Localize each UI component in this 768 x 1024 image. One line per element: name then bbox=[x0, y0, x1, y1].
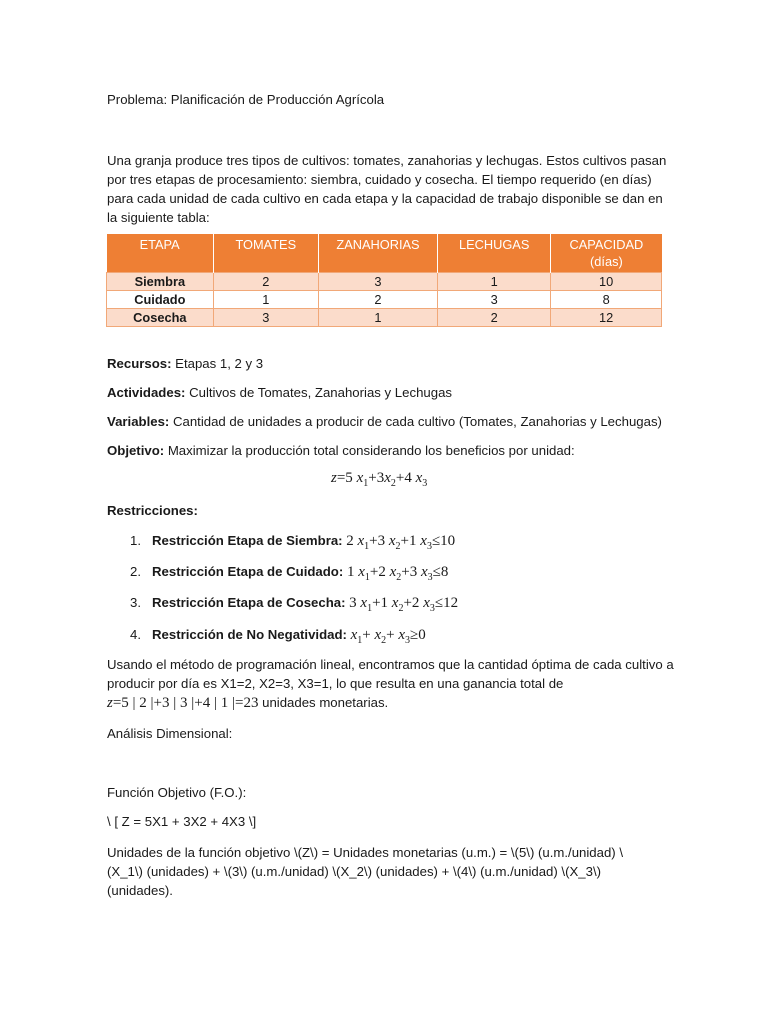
constraint-equation: $x_1+ x_2+ x_3\ge 0$ bbox=[350, 627, 426, 646]
recursos-line bbox=[107, 356, 263, 371]
variables-text: Cantidad de unidades a producir de cada cultivo (Tomates, Zanahorias y Lechugas) bbox=[169, 414, 662, 429]
table-cell: 1 bbox=[318, 309, 437, 327]
table-cell: 1 bbox=[438, 273, 551, 291]
constraint-label: Restricción Etapa de Cosecha: bbox=[152, 595, 346, 610]
stages-table bbox=[106, 234, 662, 327]
table-cell: 3 bbox=[213, 309, 318, 327]
table-cell: Cosecha bbox=[107, 309, 214, 327]
table-cell: Siembra bbox=[107, 273, 214, 291]
table-row bbox=[107, 309, 662, 327]
recursos-text: Etapas 1, 2 y 3 bbox=[171, 356, 264, 371]
latex-objective-line: \ [ Z = 5X1 + 3X2 + 4X3 \] bbox=[107, 814, 257, 829]
variables-label: Variables: bbox=[107, 414, 170, 429]
intro-paragraph: Una granja produce tres tipos de cultivos: tomates, zanahorias y lechugas. Estos cultivos pasan por tres etapas de procesamiento: siembra, cuidado y cosecha. El tiempo requerido (en días) para cada unidad de cada cultivo en cada etapa y la capacidad de trabajo disponible se dan en la siguiente tabla: bbox=[107, 153, 667, 225]
restricciones-label: Restricciones: bbox=[107, 503, 198, 518]
analisis-heading: Análisis Dimensional: bbox=[107, 726, 233, 741]
constraint-equation: 2 $x_1+3$ $x_2+1$ $x_3\le 10$ bbox=[346, 533, 456, 552]
variables-line bbox=[107, 414, 662, 429]
constraint-item bbox=[130, 564, 448, 581]
constraint-label: Restricción Etapa de Siembra: bbox=[152, 533, 343, 548]
objetivo-label: Objetivo: bbox=[107, 443, 165, 458]
objetivo-text: Maximizar la producción total considerando los beneficios por unidad: bbox=[164, 443, 575, 458]
result-line-2: producir por día es X1=2, X2=3, X3=1, lo que resulta en una ganancia total de bbox=[107, 676, 564, 691]
constraint-item bbox=[130, 627, 426, 644]
unidades-paragraph: Unidades de la función objetivo \(Z\) = Unidades monetarias (u.m.) = \(5\) (u.m./unidad) \(X_1\) (unidades) + \(3\) (u.m./unidad) \(X_2\) (unidades) + \(4\) (u.m./unidad) \(X_3\) (unidades). bbox=[107, 845, 624, 898]
constraint-number: 4. bbox=[130, 627, 141, 642]
table-cell: 3 bbox=[318, 273, 437, 291]
result-line-1: Usando el método de programación lineal, encontramos que la cantidad óptima de cada cultivo a bbox=[107, 657, 674, 672]
header-zanahorias: ZANAHORIAS bbox=[318, 234, 437, 273]
table-cell: Cuidado bbox=[107, 291, 214, 309]
table-cell: 2 bbox=[213, 273, 318, 291]
table-cell: 3 bbox=[438, 291, 551, 309]
table-cell: 1 bbox=[213, 291, 318, 309]
header-lechugas: LECHUGAS bbox=[438, 234, 551, 273]
header-capacidad: CAPACIDAD (días) bbox=[551, 234, 662, 273]
constraint-label: Restricción Etapa de Cuidado: bbox=[152, 564, 344, 579]
table-header-row bbox=[107, 234, 662, 273]
table-cell: 2 bbox=[438, 309, 551, 327]
objective-equation: z=5 $x_1+3x_2+4$ $x_3$ bbox=[331, 470, 428, 489]
constraint-number: 3. bbox=[130, 595, 141, 610]
constraint-item bbox=[130, 595, 458, 612]
table-cell: 12 bbox=[551, 309, 662, 327]
header-tomates: TOMATES bbox=[213, 234, 318, 273]
constraint-equation: 3 $x_1+1$ $x_2+2$ $x_3\le 12$ bbox=[349, 595, 459, 614]
actividades-label: Actividades: bbox=[107, 385, 186, 400]
constraint-number: 2. bbox=[130, 564, 141, 579]
table-cell: 10 bbox=[551, 273, 662, 291]
header-etapa: ETAPA bbox=[107, 234, 214, 273]
table-cell: 8 bbox=[551, 291, 662, 309]
problem-title: Problema: Planificación de Producción Agrícola bbox=[107, 92, 385, 107]
table-row bbox=[107, 273, 662, 291]
constraint-equation: 1 $x_1+2$ $x_2+3$ $x_3\le 8$ bbox=[346, 564, 449, 583]
recursos-label: Recursos: bbox=[107, 356, 172, 371]
objetivo-line bbox=[107, 443, 575, 458]
funcion-objetivo-heading: Función Objetivo (F.O.): bbox=[107, 785, 247, 800]
actividades-text: Cultivos de Tomates, Zanahorias y Lechugas bbox=[185, 385, 453, 400]
profit-equation: z=5 | 2 |+3 | 3 |+4 | 1 |=23 bbox=[107, 695, 259, 711]
constraint-number: 1. bbox=[130, 533, 141, 548]
constraint-item bbox=[130, 533, 455, 550]
actividades-line bbox=[107, 385, 452, 400]
table-cell: 2 bbox=[318, 291, 437, 309]
constraint-label: Restricción de No Negatividad: bbox=[152, 627, 347, 642]
result-units: unidades monetarias. bbox=[262, 695, 389, 710]
result-line-3 bbox=[107, 695, 388, 712]
table-row bbox=[107, 291, 662, 309]
